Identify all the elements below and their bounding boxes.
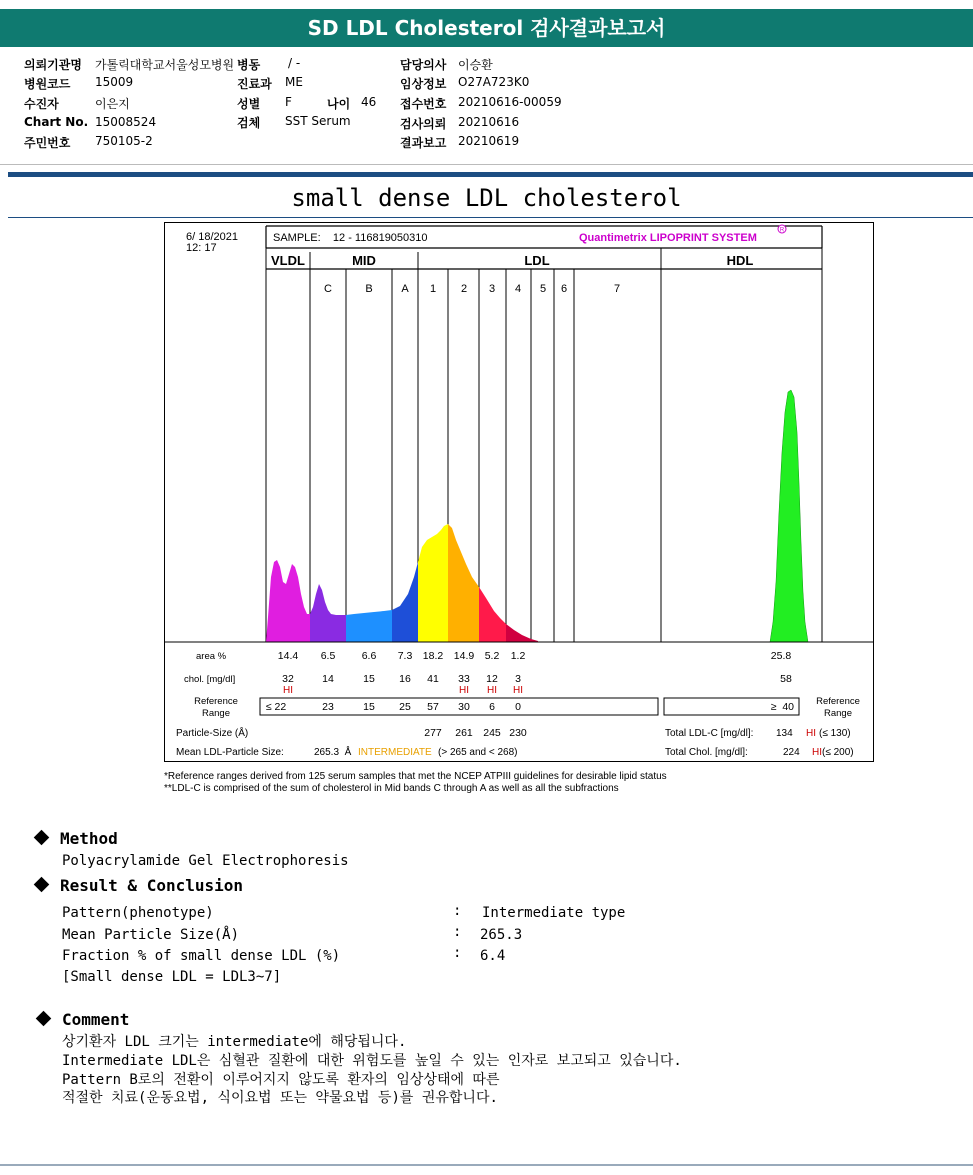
- divider-section: [8, 217, 973, 218]
- band-label-3: 3: [488, 283, 496, 295]
- chart-date: 6/ 18/2021: [186, 231, 238, 243]
- total-ldl-label: Total LDL-C [mg/dl]:: [665, 728, 754, 739]
- chol-mid-c: 14: [322, 673, 334, 685]
- value-ward: / -: [288, 56, 301, 70]
- ref-ldl1: 57: [427, 701, 439, 713]
- mean-label: Mean LDL-Particle Size:: [176, 747, 284, 758]
- band-label-2: 2: [460, 283, 468, 295]
- group-mid: MID: [352, 253, 376, 268]
- value-patient-name: 이은지: [95, 97, 130, 111]
- band-label-7: 7: [613, 283, 621, 295]
- diamond-bullet-icon: [34, 830, 50, 846]
- label-sex: 성별: [237, 97, 261, 111]
- value-receipt-no: 20210616-00059: [458, 95, 562, 109]
- size-ldl3: 245: [483, 727, 501, 739]
- total-ldl-value: 134: [776, 728, 793, 739]
- method-heading-text: Method: [60, 829, 118, 848]
- ref-label-left-2: Range: [202, 708, 230, 719]
- ref-vldl: ≤ 22: [265, 701, 287, 713]
- label-clinical-info: 임상정보: [400, 77, 447, 91]
- ref-mid-c: 23: [322, 701, 334, 713]
- chol-ldl2: 33: [458, 673, 470, 685]
- label-result-report: 결과보고: [400, 136, 447, 150]
- result-note: [Small dense LDL = LDL3~7]: [62, 969, 282, 985]
- ref-mid-a: 25: [399, 701, 411, 713]
- chol-vldl: 32: [282, 673, 294, 685]
- label-test-request: 검사의뢰: [400, 117, 447, 131]
- chol-mid-b: 15: [363, 673, 375, 685]
- total-chol-value: 224: [783, 747, 800, 758]
- size-label: Particle-Size (Å): [176, 728, 249, 739]
- chart-time: 12: 17: [186, 242, 217, 254]
- comment-line-3: Pattern B로의 전환이 이루어지지 않도록 환자의 임상상태에 따른: [62, 1072, 500, 1088]
- diamond-bullet-icon: [34, 877, 50, 893]
- area-ldl2: 14.9: [453, 650, 475, 662]
- label-age: 나이: [327, 97, 351, 111]
- result-colon-2: :: [453, 924, 462, 940]
- band-label-a: A: [401, 283, 409, 295]
- diamond-bullet-icon: [36, 1011, 52, 1027]
- section-title: small dense LDL cholesterol: [291, 184, 682, 212]
- label-hospital-code: 병원코드: [24, 77, 71, 91]
- result-value-mean-size: 265.3: [480, 927, 523, 943]
- ref-label-left-1: Reference: [194, 696, 238, 707]
- label-patient-name: 수진자: [24, 97, 59, 111]
- mean-type: INTERMEDIATE: [358, 747, 432, 758]
- area-mid-c: 6.5: [320, 650, 336, 662]
- label-resident-no: 주민번호: [24, 136, 71, 150]
- divider-thick: [8, 172, 973, 177]
- comment-heading-text: Comment: [62, 1010, 130, 1029]
- ref-label-right-2: Range: [824, 708, 852, 719]
- chol-label: chol. [mg/dl]: [184, 674, 236, 685]
- hi-flag-vldl: HI: [283, 685, 293, 696]
- value-sex: F: [285, 95, 292, 109]
- result-value-pattern: Intermediate type: [482, 905, 626, 921]
- result-label-pattern: Pattern(phenotype): [62, 905, 214, 921]
- footnote-ldl-c: **LDL-C is comprised of the sum of cholesterol in Mid bands C through A as well as all the subfractions: [164, 783, 619, 794]
- group-hdl: HDL: [726, 253, 754, 268]
- label-ward: 병동: [237, 58, 261, 72]
- value-department: ME: [285, 75, 303, 89]
- group-ldl: LDL: [524, 253, 550, 268]
- comment-line-2: Intermediate LDL은 심혈관 질환에 대한 위험도를 높일 수 있는 인자로 보고되고 있습니다.: [62, 1053, 682, 1069]
- hi-flag-ldl2: HI: [459, 685, 469, 696]
- hi-flag-ldl3: HI: [487, 685, 497, 696]
- chart-brand: Quantimetrix LIPOPRINT SYSTEM: [579, 232, 757, 244]
- result-value-fraction: 6.4: [480, 948, 506, 964]
- method-text: Polyacrylamide Gel Electrophoresis: [62, 853, 349, 869]
- value-hospital-code: 15009: [95, 75, 134, 89]
- value-physician: 이승환: [458, 58, 493, 72]
- comment-line-1: 상기환자 LDL 크기는 intermediate에 해당됩니다.: [62, 1034, 407, 1050]
- comment-heading: [38, 1010, 129, 1029]
- size-ldl2: 261: [455, 727, 473, 739]
- result-colon-3: :: [453, 945, 462, 961]
- result-heading-text: Result & Conclusion: [60, 876, 244, 895]
- area-ldl3: 5.2: [484, 650, 500, 662]
- ref-hdl: ≥ 40: [770, 701, 794, 713]
- group-vldl: VLDL: [271, 253, 305, 268]
- size-ldl1: 277: [424, 727, 442, 739]
- label-chart-no: Chart No.: [24, 115, 89, 129]
- label-receipt-no: 접수번호: [400, 97, 447, 111]
- area-mid-a: 7.3: [397, 650, 413, 662]
- result-label-fraction: Fraction % of small dense LDL (%): [62, 948, 341, 964]
- divider-thin: [0, 164, 973, 165]
- total-ldl-ref: (≤ 130): [819, 728, 851, 739]
- mean-range: (> 265 and < 268): [438, 747, 518, 758]
- chol-ldl4: 3: [515, 673, 521, 685]
- chart-brand-reg: R: [779, 227, 785, 234]
- total-ldl-hi: HI: [806, 728, 816, 739]
- band-label-6: 6: [560, 283, 568, 295]
- chol-mid-a: 16: [399, 673, 411, 685]
- ref-mid-b: 15: [363, 701, 375, 713]
- footnote-reference: *Reference ranges derived from 125 serum samples that met the NCEP ATPIII guidelines for desirable lipid status: [164, 771, 667, 782]
- area-ldl4: 1.2: [510, 650, 526, 662]
- value-test-request: 20210616: [458, 115, 520, 129]
- mean-value: 265.3 Å: [314, 747, 352, 758]
- band-label-c: C: [324, 283, 332, 295]
- chol-ldl3: 12: [486, 673, 498, 685]
- label-department: 진료과: [237, 77, 272, 91]
- lipoprint-chart: [164, 222, 874, 762]
- value-age: 46: [361, 95, 377, 109]
- area-hdl: 25.8: [770, 650, 792, 662]
- total-chol-label: Total Chol. [mg/dl]:: [665, 747, 748, 758]
- label-specimen: 검체: [237, 116, 261, 130]
- result-heading: [36, 876, 243, 895]
- result-label-mean-size: Mean Particle Size(Å): [62, 927, 240, 943]
- size-ldl4: 230: [509, 727, 527, 739]
- ref-ldl2: 30: [458, 701, 470, 713]
- value-resident-no: 750105-2: [95, 134, 153, 148]
- band-label-1: 1: [429, 283, 437, 295]
- value-chart-no: 15008524: [95, 115, 157, 129]
- ref-ldl3: 6: [489, 701, 495, 713]
- total-chol-ref: (≤ 200): [822, 747, 854, 758]
- total-chol-hi: HI: [812, 747, 822, 758]
- ref-label-right-1: Reference: [816, 696, 860, 707]
- value-specimen: SST Serum: [285, 114, 351, 128]
- label-requesting-institution: 의뢰기관명: [24, 58, 82, 72]
- chol-ldl1: 41: [427, 673, 439, 685]
- bottom-divider: [0, 1164, 973, 1166]
- area-label: area %: [196, 651, 227, 662]
- peak-mid-b: [346, 610, 392, 642]
- value-clinical-info: O27A723K0: [458, 75, 530, 89]
- band-label-4: 4: [514, 283, 522, 295]
- result-colon-1: :: [453, 903, 462, 919]
- chol-hdl: 58: [780, 673, 792, 685]
- area-vldl: 14.4: [277, 650, 299, 662]
- area-mid-b: 6.6: [361, 650, 377, 662]
- value-requesting-institution: 가톨릭대학교서울성모병원: [95, 58, 235, 72]
- area-ldl1: 18.2: [422, 650, 444, 662]
- value-result-report: 20210619: [458, 134, 520, 148]
- band-label-5: 5: [539, 283, 547, 295]
- report-title: SD LDL Cholesterol 검사결과보고서: [0, 9, 973, 47]
- hi-flag-ldl4: HI: [513, 685, 523, 696]
- patient-info: [0, 0, 973, 160]
- band-label-b: B: [365, 283, 373, 295]
- label-physician: 담당의사: [400, 58, 447, 72]
- ref-ldl4: 0: [515, 701, 521, 713]
- method-heading: [36, 829, 118, 848]
- chart-sample: SAMPLE: 12 - 116819050310: [273, 232, 428, 244]
- comment-line-4: 적절한 치료(운동요법, 식이요법 또는 약물요법 등)를 권유합니다.: [62, 1090, 498, 1106]
